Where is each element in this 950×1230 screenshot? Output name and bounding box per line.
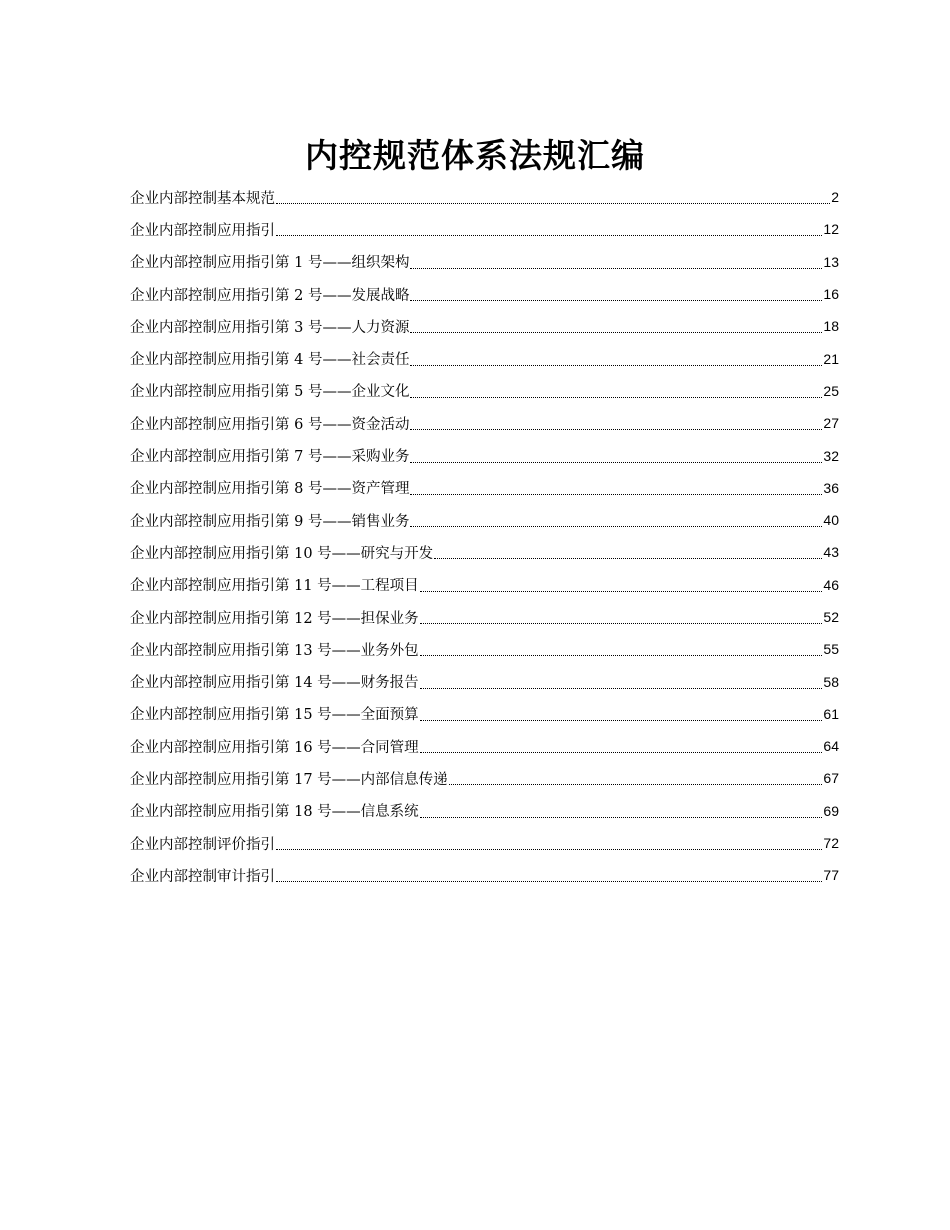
toc-page-number: 55 xyxy=(823,641,839,658)
toc-page-number: 40 xyxy=(823,512,839,529)
toc-page-number: 21 xyxy=(823,350,839,367)
toc-entry[interactable] xyxy=(130,375,839,407)
toc-dot-leader xyxy=(420,816,823,818)
toc-entry-label: 企业内部控制应用指引第 8 号——资产管理 xyxy=(130,477,409,498)
toc-entry[interactable] xyxy=(130,536,839,568)
toc-entry[interactable] xyxy=(130,633,839,665)
toc-page-number: 77 xyxy=(823,867,839,884)
document-title: 内控规范体系法规汇编 xyxy=(305,136,645,176)
toc-dot-leader xyxy=(410,428,822,430)
toc-page-number: 27 xyxy=(823,415,839,432)
toc-dot-leader xyxy=(410,493,822,495)
toc-dot-leader xyxy=(410,267,822,269)
toc-page-number: 64 xyxy=(823,738,839,755)
toc-page-number: 16 xyxy=(823,286,839,303)
toc-page-number: 12 xyxy=(823,221,839,238)
toc-entry[interactable] xyxy=(130,439,839,471)
toc-dot-leader xyxy=(276,880,822,882)
toc-dot-leader xyxy=(276,234,822,236)
toc-dot-leader xyxy=(410,299,822,301)
toc-dot-leader xyxy=(420,590,823,592)
toc-entry-label: 企业内部控制应用指引第 9 号——销售业务 xyxy=(130,510,409,531)
toc-page-number: 32 xyxy=(823,447,839,464)
toc-page-number: 67 xyxy=(823,770,839,787)
toc-page-number: 58 xyxy=(823,673,839,690)
toc-entry[interactable] xyxy=(130,246,839,278)
toc-entry[interactable] xyxy=(130,601,839,633)
toc-entry[interactable] xyxy=(130,342,839,374)
toc-entry[interactable] xyxy=(130,504,839,536)
toc-entry[interactable] xyxy=(130,762,839,794)
toc-page-number: 61 xyxy=(823,705,839,722)
toc-entry-label: 企业内部控制应用指引第 11 号——工程项目 xyxy=(130,574,419,595)
toc-page-number: 36 xyxy=(823,479,839,496)
toc-page-number: 52 xyxy=(823,609,839,625)
toc-entry-label: 企业内部控制评价指引 xyxy=(130,833,275,854)
toc-entry[interactable] xyxy=(130,407,839,439)
toc-entry-label: 企业内部控制应用指引第 15 号——全面预算 xyxy=(130,703,419,724)
toc-entry[interactable] xyxy=(130,181,839,213)
toc-entry-label: 企业内部控制应用指引第 12 号——担保业务 xyxy=(130,607,419,628)
toc-entry-label: 企业内部控制应用指引 xyxy=(130,219,275,240)
toc-entry-label: 企业内部控制应用指引第 4 号——社会责任 xyxy=(130,348,409,369)
toc-page-number: 46 xyxy=(823,576,839,593)
toc-entry[interactable] xyxy=(130,730,839,762)
toc-entry[interactable] xyxy=(130,310,839,342)
toc-entry[interactable] xyxy=(130,859,839,891)
toc-entry[interactable] xyxy=(130,278,839,310)
toc-entry[interactable] xyxy=(130,795,839,827)
toc-page-number: 18 xyxy=(823,318,839,335)
toc-dot-leader xyxy=(420,687,823,689)
toc-entry-label: 企业内部控制应用指引第 10 号——研究与开发 xyxy=(130,542,433,563)
table-of-contents xyxy=(130,181,839,892)
toc-page-number: 13 xyxy=(823,253,839,270)
toc-entry-label: 企业内部控制应用指引第 13 号——业务外包 xyxy=(130,639,419,660)
toc-dot-leader xyxy=(420,654,823,656)
toc-entry-label: 企业内部控制应用指引第 2 号——发展战略 xyxy=(130,284,409,305)
toc-entry-label: 企业内部控制应用指引第 14 号——财务报告 xyxy=(130,671,419,692)
toc-dot-leader xyxy=(420,751,823,753)
toc-dot-leader xyxy=(420,622,823,624)
toc-dot-leader xyxy=(410,331,822,333)
toc-page-number: 43 xyxy=(823,544,839,561)
toc-dot-leader xyxy=(420,719,823,721)
toc-entry-label: 企业内部控制审计指引 xyxy=(130,865,275,886)
toc-entry[interactable] xyxy=(130,472,839,504)
toc-dot-leader xyxy=(276,848,822,850)
toc-dot-leader xyxy=(449,783,823,785)
toc-entry-label: 企业内部控制应用指引第 18 号——信息系统 xyxy=(130,800,419,821)
toc-page-number: 69 xyxy=(823,802,839,819)
toc-entry-label: 企业内部控制应用指引第 5 号——企业文化 xyxy=(130,380,409,401)
toc-entry[interactable] xyxy=(130,665,839,697)
toc-entry-label: 企业内部控制应用指引第 3 号——人力资源 xyxy=(130,316,409,337)
toc-dot-leader xyxy=(410,461,822,463)
toc-entry-label: 企业内部控制应用指引第 7 号——采购业务 xyxy=(130,445,409,466)
toc-dot-leader xyxy=(434,557,822,559)
toc-page-number: 2 xyxy=(831,189,839,206)
toc-entry-label: 企业内部控制应用指引第 6 号——资金活动 xyxy=(130,413,409,434)
toc-page-number: 25 xyxy=(823,382,839,399)
toc-dot-leader xyxy=(410,525,822,527)
toc-entry[interactable] xyxy=(130,213,839,245)
toc-entry[interactable] xyxy=(130,698,839,730)
toc-page-number: 72 xyxy=(823,835,839,852)
toc-entry[interactable] xyxy=(130,827,839,859)
toc-dot-leader xyxy=(410,396,822,398)
toc-entry-label: 企业内部控制应用指引第 17 号——内部信息传递 xyxy=(130,768,448,789)
toc-entry-label: 企业内部控制应用指引第 16 号——合同管理 xyxy=(130,736,419,757)
toc-entry[interactable] xyxy=(130,569,839,601)
toc-dot-leader xyxy=(276,202,830,204)
toc-entry-label: 企业内部控制应用指引第 1 号——组织架构 xyxy=(130,251,409,272)
toc-dot-leader xyxy=(410,364,822,366)
toc-entry-label: 企业内部控制基本规范 xyxy=(130,187,275,208)
